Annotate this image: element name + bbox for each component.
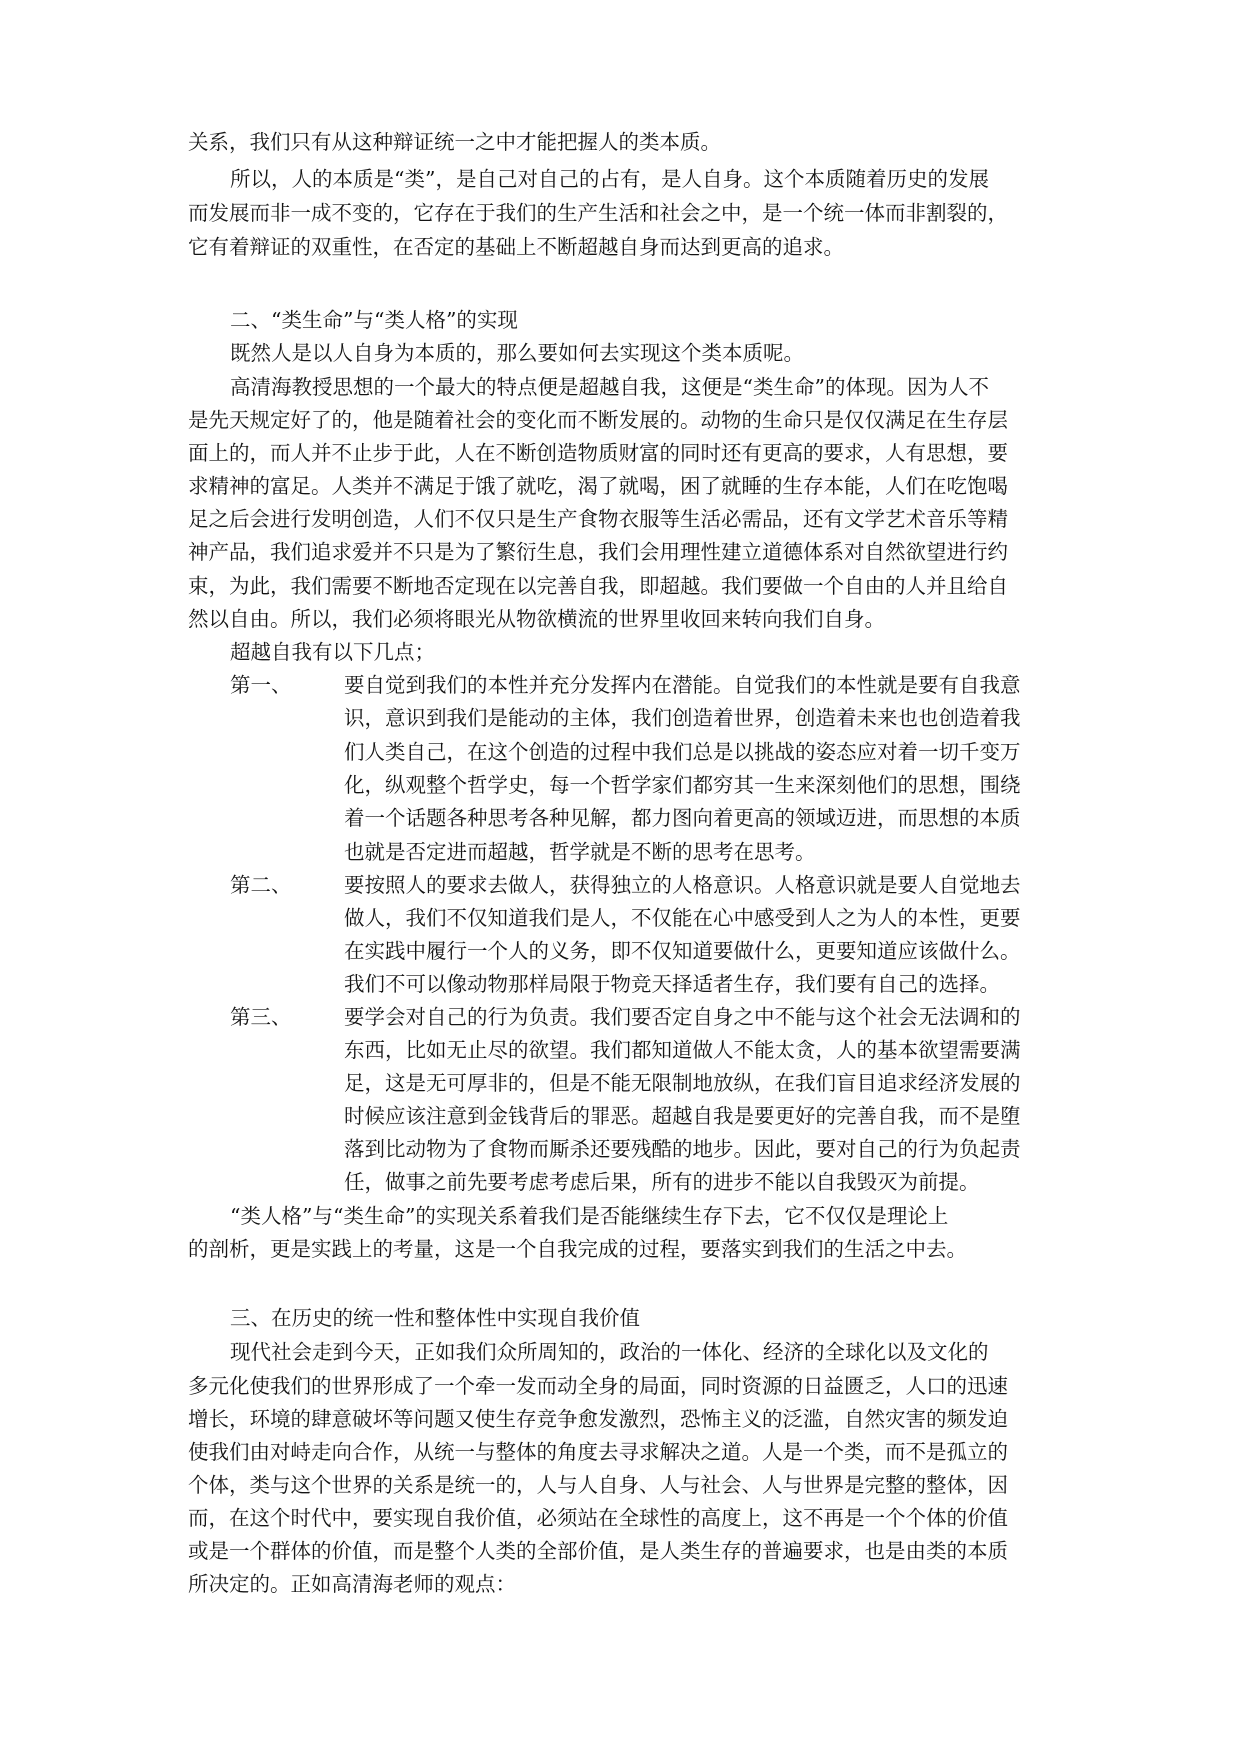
section-heading: 二、“类生命”与“类人格”的实现 [230,308,518,332]
list-item-label: 第一、 [230,673,292,697]
list-item-line: 东西，比如无止尽的欲望。我们都知道做人不能太贪，人的基本欲望需要满 [344,1038,1021,1062]
paragraph-line: 然以自由。所以，我们必须将眼光从物欲横流的世界里收回来转向我们自身。 [188,607,885,631]
list-item-line: 足，这是无可厚非的，但是不能无限制地放纵，在我们盲目追求经济发展的 [344,1071,1021,1095]
paragraph-line: 求精神的富足。人类并不满足于饿了就吃，渴了就喝，困了就睡的生存本能，人们在吃饱喝 [188,474,1008,498]
paragraph-line: 既然人是以人自身为本质的，那么要如何去实现这个类本质呢。 [230,341,804,365]
section-heading: 三、在历史的统一性和整体性中实现自我价值 [230,1306,640,1330]
paragraph-line: 高清海教授思想的一个最大的特点便是超越自我，这便是“类生命”的体现。因为人不 [230,375,989,399]
list-item-line: 落到比动物为了食物而厮杀还要残酷的地步。因此，要对自己的行为负起责 [344,1137,1021,1161]
list-item-line: 时候应该注意到金钱背后的罪恶。超越自我是要更好的完善自我，而不是堕 [344,1104,1021,1128]
list-item-line: 我们不可以像动物那样局限于物竞天择适者生存，我们要有自己的选择。 [344,972,1000,996]
paragraph-line: 个体，类与这个世界的关系是统一的，人与人自身、人与社会、人与世界是完整的整体，因 [188,1473,1008,1497]
paragraph-line: 足之后会进行发明创造，人们不仅只是生产食物衣服等生活必需品，还有文学艺术音乐等精 [188,507,1008,531]
paragraph-line: 现代社会走到今天，正如我们众所周知的，政治的一体化、经济的全球化以及文化的 [230,1340,989,1364]
paragraph-line: 而，在这个时代中，要实现自我价值，必须站在全球性的高度上，这不再是一个个体的价值 [188,1506,1008,1530]
list-item-line: 在实践中履行一个人的义务，即不仅知道要做什么，更要知道应该做什么。 [344,939,1021,963]
paragraph-line: 面上的，而人并不止步于此，人在不断创造物质财富的同时还有更高的要求，人有思想，要 [188,441,1008,465]
list-item-line: 们人类自己，在这个创造的过程中我们总是以挑战的姿态应对着一切千变万 [344,740,1021,764]
paragraph-line: 是先天规定好了的，他是随着社会的变化而不断发展的。动物的生命只是仅仅满足在生存层 [188,408,1008,432]
list-item-line: 化，纵观整个哲学史，每一个哲学家们都穷其一生来深刻他们的思想，围绕 [344,773,1021,797]
list-item-line: 要学会对自己的行为负责。我们要否定自身之中不能与这个社会无法调和的 [344,1005,1021,1029]
list-item-line: 要按照人的要求去做人，获得独立的人格意识。人格意识就是要人自觉地去 [344,873,1021,897]
paragraph-line: 关系，我们只有从这种辩证统一之中才能把握人的类本质。 [188,130,721,154]
list-item-label: 第三、 [230,1005,292,1029]
paragraph-line: 束，为此，我们需要不断地否定现在以完善自我，即超越。我们要做一个自由的人并且给自 [188,574,1008,598]
paragraph-line: 所决定的。正如高清海老师的观点： [188,1572,516,1596]
paragraph-line: 超越自我有以下几点； [230,640,435,664]
paragraph-line: 多元化使我们的世界形成了一个牵一发而动全身的局面，同时资源的日益匮乏，人口的迅速 [188,1374,1008,1398]
list-item-line: 也就是否定进而超越，哲学就是不断的思考在思考。 [344,840,816,864]
paragraph-line: 所以，人的本质是“类”，是自己对自己的占有，是人自身。这个本质随着历史的发展 [230,167,989,191]
list-item-line: 做人，我们不仅知道我们是人，不仅能在心中感受到人之为人的本性，更要 [344,906,1021,930]
list-item-label: 第二、 [230,873,292,897]
paragraph-line: 而发展而非一成不变的，它存在于我们的生产生活和社会之中，是一个统一体而非割裂的， [188,201,1008,225]
paragraph-line: 增长，环境的肆意破坏等问题又使生存竞争愈发激烈，恐怖主义的泛滥，自然灾害的频发迫 [188,1407,1008,1431]
paragraph-line: “类人格”与“类生命”的实现关系着我们是否能继续生存下去，它不仅仅是理论上 [230,1204,949,1228]
list-item-line: 任，做事之前先要考虑考虑后果，所有的进步不能以自我毁灭为前提。 [344,1170,980,1194]
list-item-line: 识，意识到我们是能动的主体，我们创造着世界，创造着未来也也创造着我 [344,706,1021,730]
paragraph-line: 或是一个群体的价值，而是整个人类的全部价值，是人类生存的普遍要求，也是由类的本质 [188,1539,1008,1563]
paragraph-line: 的剖析，更是实践上的考量，这是一个自我完成的过程，要落实到我们的生活之中去。 [188,1237,967,1261]
paragraph-line: 神产品，我们追求爱并不只是为了繁衍生息，我们会用理性建立道德体系对自然欲望进行约 [188,540,1008,564]
paragraph-line: 使我们由对峙走向合作，从统一与整体的角度去寻求解决之道。人是一个类，而不是孤立的 [188,1440,1008,1464]
paragraph-line: 它有着辩证的双重性，在否定的基础上不断超越自身而达到更高的追求。 [188,235,844,259]
list-item-line: 要自觉到我们的本性并充分发挥内在潜能。自觉我们的本性就是要有自我意 [344,673,1021,697]
list-item-line: 着一个话题各种思考各种见解，都力图向着更高的领域迈进，而思想的本质 [344,806,1021,830]
